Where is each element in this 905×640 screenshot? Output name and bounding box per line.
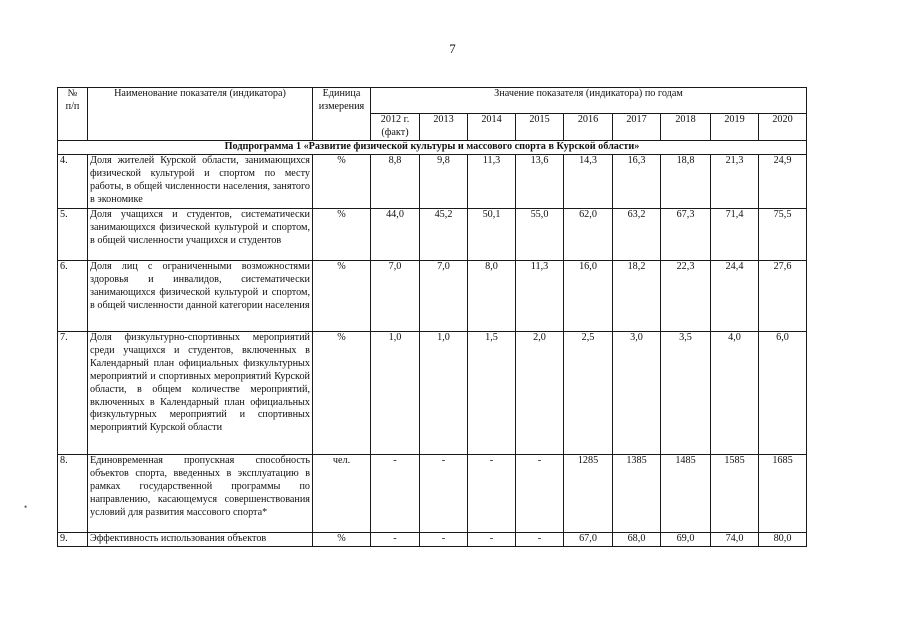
unit-cell: % [313, 533, 371, 547]
header-year: 2020 [759, 114, 807, 141]
value-cell: 3,5 [661, 332, 711, 455]
value-cell: 7,0 [371, 261, 420, 332]
row-number: 9. [58, 533, 88, 547]
value-cell: 21,3 [711, 155, 759, 209]
unit-cell: % [313, 209, 371, 261]
table-row [58, 261, 807, 332]
value-cell: 16,3 [613, 155, 661, 209]
value-cell: 4,0 [711, 332, 759, 455]
value-cell: 67,0 [564, 533, 613, 547]
value-cell: 18,2 [613, 261, 661, 332]
value-cell: 16,0 [564, 261, 613, 332]
value-cell: 1285 [564, 455, 613, 533]
header-name: Наименование показателя (индикатора) [88, 88, 313, 141]
indicator-name: Доля жителей Курской области, занимающихся физической культурой и спортом по месту работы, в общей численности населения, занятого в экономике [88, 155, 313, 209]
value-cell: 8,0 [468, 261, 516, 332]
row-number: 6. [58, 261, 88, 332]
value-cell: 24,9 [759, 155, 807, 209]
value-cell: 63,2 [613, 209, 661, 261]
value-cell: - [371, 533, 420, 547]
value-cell: 14,3 [564, 155, 613, 209]
value-cell: 1,5 [468, 332, 516, 455]
scan-speck: • [24, 502, 28, 512]
row-number: 7. [58, 332, 88, 455]
subprogram-title: Подпрограмма 1 «Развитие физической культуры и массового спорта в Курской области» [58, 141, 807, 155]
value-cell: 68,0 [613, 533, 661, 547]
value-cell: 1485 [661, 455, 711, 533]
indicator-name: Эффективность использования объектов [88, 533, 313, 547]
value-cell: - [420, 455, 468, 533]
value-cell: - [516, 533, 564, 547]
row-number: 8. [58, 455, 88, 533]
indicator-name: Доля лиц с ограниченными возможностями здоровья и инвалидов, систематически занимающихся физической культурой и спортом, в общей численности данной категории населения [88, 261, 313, 332]
header-num: № п/п [58, 88, 88, 141]
value-cell: 74,0 [711, 533, 759, 547]
value-cell: 45,2 [420, 209, 468, 261]
value-cell: 1,0 [371, 332, 420, 455]
header-unit: Единица измерения [313, 88, 371, 141]
value-cell: 67,3 [661, 209, 711, 261]
value-cell: 75,5 [759, 209, 807, 261]
table-row [58, 155, 807, 209]
indicator-name: Доля физкультурно-спортивных мероприятий среди учащихся и студентов, включенных в Календарный план официальных физкультурных мероприятий и спортивных мероприятий Курской области, в общем количестве мероприятий, включенных в Календарный план официальных физкультурных мероприятий и спортивных мероприятий Курской области [88, 332, 313, 455]
value-cell: 2,0 [516, 332, 564, 455]
value-cell: 50,1 [468, 209, 516, 261]
value-cell: 13,6 [516, 155, 564, 209]
indicator-name: Доля учащихся и студентов, систематически занимающихся физической культурой и спортом, в общей численности учащихся и студентов [88, 209, 313, 261]
header-year: 2014 [468, 114, 516, 141]
value-cell: 6,0 [759, 332, 807, 455]
header-year: 2017 [613, 114, 661, 141]
unit-cell: чел. [313, 455, 371, 533]
value-cell: 8,8 [371, 155, 420, 209]
header-year: 2015 [516, 114, 564, 141]
value-cell: - [468, 455, 516, 533]
value-cell: - [516, 455, 564, 533]
value-cell: 1585 [711, 455, 759, 533]
header-values-group: Значение показателя (индикатора) по годам [371, 88, 807, 114]
unit-cell: % [313, 155, 371, 209]
header-year: 2012 г. (факт) [371, 114, 420, 141]
value-cell: 18,8 [661, 155, 711, 209]
unit-cell: % [313, 261, 371, 332]
value-cell: 44,0 [371, 209, 420, 261]
table-row [58, 209, 807, 261]
unit-cell: % [313, 332, 371, 455]
indicators-table [57, 87, 807, 547]
indicator-name: Единовременная пропускная способность объектов спорта, введенных в эксплуатацию в рамках государственной программы по направлению, касающемуся совершенствования условий для развития массового спорта* [88, 455, 313, 533]
value-cell: 27,6 [759, 261, 807, 332]
value-cell: 69,0 [661, 533, 711, 547]
row-number: 5. [58, 209, 88, 261]
value-cell: 55,0 [516, 209, 564, 261]
value-cell: 11,3 [468, 155, 516, 209]
value-cell: 7,0 [420, 261, 468, 332]
value-cell: 71,4 [711, 209, 759, 261]
value-cell: - [371, 455, 420, 533]
table-row [58, 455, 807, 533]
header-year: 2018 [661, 114, 711, 141]
value-cell: 1,0 [420, 332, 468, 455]
value-cell: 2,5 [564, 332, 613, 455]
value-cell: 22,3 [661, 261, 711, 332]
value-cell: 1685 [759, 455, 807, 533]
value-cell: 80,0 [759, 533, 807, 547]
value-cell: 24,4 [711, 261, 759, 332]
header-year: 2016 [564, 114, 613, 141]
value-cell: - [468, 533, 516, 547]
value-cell: 9,8 [420, 155, 468, 209]
header-year: 2019 [711, 114, 759, 141]
value-cell: 62,0 [564, 209, 613, 261]
page-number: 7 [449, 41, 456, 56]
table-row [58, 533, 807, 547]
value-cell: - [420, 533, 468, 547]
row-number: 4. [58, 155, 88, 209]
value-cell: 3,0 [613, 332, 661, 455]
value-cell: 11,3 [516, 261, 564, 332]
value-cell: 1385 [613, 455, 661, 533]
header-year: 2013 [420, 114, 468, 141]
table-row [58, 332, 807, 455]
